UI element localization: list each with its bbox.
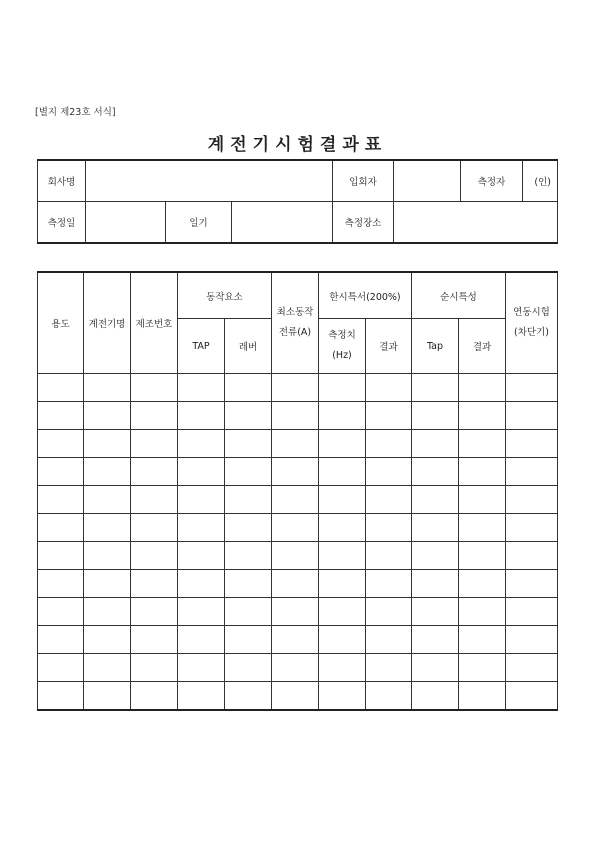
table-cell[interactable] [459, 458, 506, 486]
date-label: 측정일 [38, 202, 86, 244]
table-cell[interactable] [319, 402, 366, 430]
table-row [38, 514, 558, 542]
header-time-characteristic: 한시특서(200%) [319, 272, 412, 319]
table-cell[interactable] [272, 486, 319, 514]
table-cell[interactable] [459, 374, 506, 402]
weather-field[interactable] [232, 202, 333, 244]
table-cell[interactable] [225, 402, 272, 430]
table-cell[interactable] [412, 542, 459, 570]
table-cell[interactable] [412, 430, 459, 458]
table-cell[interactable] [131, 458, 178, 486]
table-cell[interactable] [506, 374, 558, 402]
table-cell[interactable] [459, 486, 506, 514]
table-cell[interactable] [131, 654, 178, 682]
table-cell[interactable] [412, 486, 459, 514]
table-cell[interactable] [459, 682, 506, 711]
table-cell[interactable] [84, 682, 131, 711]
place-label: 측정장소 [333, 202, 394, 244]
table-cell[interactable] [225, 486, 272, 514]
table-cell[interactable] [84, 402, 131, 430]
table-cell[interactable] [272, 598, 319, 626]
weather-label: 일기 [166, 202, 232, 244]
table-cell[interactable] [84, 570, 131, 598]
table-cell[interactable] [506, 402, 558, 430]
header-result-inst: 결과 [459, 319, 506, 374]
header-operating-element: 동작요소 [178, 272, 272, 319]
table-cell[interactable] [412, 626, 459, 654]
table-cell[interactable] [178, 486, 225, 514]
table-cell[interactable] [412, 458, 459, 486]
table-cell[interactable] [131, 598, 178, 626]
data-rows [38, 374, 558, 711]
table-cell[interactable] [38, 514, 84, 542]
table-cell[interactable] [366, 430, 412, 458]
table-cell[interactable] [459, 626, 506, 654]
table-cell[interactable] [178, 430, 225, 458]
header-measured [319, 319, 366, 374]
table-cell[interactable] [225, 626, 272, 654]
header-relay-type: 계전기명 [84, 272, 131, 374]
info-table [37, 159, 558, 244]
measured-line2: (Hz) [332, 350, 352, 361]
table-cell[interactable] [84, 654, 131, 682]
measured-line1: 측정치 [328, 330, 356, 341]
table-cell[interactable] [506, 598, 558, 626]
table-cell[interactable] [319, 598, 366, 626]
table-cell[interactable] [178, 654, 225, 682]
table-cell[interactable] [38, 374, 84, 402]
table-cell[interactable] [272, 374, 319, 402]
table-cell[interactable] [225, 598, 272, 626]
table-cell[interactable] [272, 542, 319, 570]
table-cell[interactable] [131, 374, 178, 402]
table-cell[interactable] [131, 570, 178, 598]
table-cell[interactable] [178, 374, 225, 402]
results-table [37, 271, 558, 711]
table-cell[interactable] [459, 654, 506, 682]
inspector-label: 측정자 [461, 160, 523, 202]
table-cell[interactable] [38, 430, 84, 458]
table-cell[interactable] [178, 542, 225, 570]
table-cell[interactable] [272, 514, 319, 542]
table-cell[interactable] [178, 514, 225, 542]
table-cell[interactable] [131, 486, 178, 514]
table-cell[interactable] [366, 654, 412, 682]
table-cell[interactable] [38, 542, 84, 570]
table-cell[interactable] [412, 402, 459, 430]
header-interlock-test [506, 272, 558, 374]
table-row [38, 402, 558, 430]
table-cell[interactable] [506, 626, 558, 654]
table-cell[interactable] [412, 682, 459, 711]
table-cell[interactable] [366, 570, 412, 598]
page-title: 계전기시험결과표 [207, 135, 388, 155]
table-cell[interactable] [272, 682, 319, 711]
table-cell[interactable] [272, 626, 319, 654]
table-row [38, 486, 558, 514]
table-cell[interactable] [178, 570, 225, 598]
table-cell[interactable] [506, 682, 558, 711]
table-cell[interactable] [84, 598, 131, 626]
table-cell[interactable] [459, 514, 506, 542]
table-cell[interactable] [412, 654, 459, 682]
table-cell[interactable] [459, 598, 506, 626]
table-cell[interactable] [38, 486, 84, 514]
table-cell[interactable] [366, 626, 412, 654]
table-cell[interactable] [131, 682, 178, 711]
table-cell[interactable] [319, 654, 366, 682]
table-cell[interactable] [506, 430, 558, 458]
table-cell[interactable] [412, 570, 459, 598]
table-cell[interactable] [366, 374, 412, 402]
table-cell[interactable] [225, 458, 272, 486]
table-cell[interactable] [319, 486, 366, 514]
min-current-line2: 전류(A) [278, 327, 312, 338]
table-cell[interactable] [225, 682, 272, 711]
header-serial-no: 제조번호 [131, 272, 178, 374]
table-cell[interactable] [459, 542, 506, 570]
table-cell[interactable] [506, 654, 558, 682]
table-cell[interactable] [506, 514, 558, 542]
table-cell[interactable] [272, 654, 319, 682]
table-cell[interactable] [225, 374, 272, 402]
table-cell[interactable] [412, 598, 459, 626]
interlock-line2: (차단기) [514, 327, 549, 338]
table-cell[interactable] [178, 682, 225, 711]
table-cell[interactable] [225, 514, 272, 542]
table-row [38, 654, 558, 682]
table-cell[interactable] [131, 402, 178, 430]
table-cell[interactable] [131, 514, 178, 542]
header-lever: 레버 [225, 319, 272, 374]
table-cell[interactable] [506, 570, 558, 598]
table-cell[interactable] [319, 514, 366, 542]
table-cell[interactable] [459, 430, 506, 458]
header-result-time: 결과 [366, 319, 412, 374]
table-cell[interactable] [319, 374, 366, 402]
table-cell[interactable] [366, 682, 412, 711]
table-row [38, 682, 558, 711]
table-row [38, 430, 558, 458]
table-cell[interactable] [84, 374, 131, 402]
table-cell[interactable] [225, 654, 272, 682]
table-row [38, 374, 558, 402]
table-cell[interactable] [84, 626, 131, 654]
table-cell[interactable] [366, 598, 412, 626]
table-cell[interactable] [319, 430, 366, 458]
table-row [38, 458, 558, 486]
header-instantaneous-characteristic: 순시특성 [412, 272, 506, 319]
table-cell[interactable] [319, 542, 366, 570]
header-min-current [272, 272, 319, 374]
table-cell[interactable] [319, 570, 366, 598]
table-cell[interactable] [38, 570, 84, 598]
table-cell[interactable] [412, 514, 459, 542]
table-cell[interactable] [366, 542, 412, 570]
interlock-line1: 연동시험 [513, 307, 550, 318]
table-cell[interactable] [272, 430, 319, 458]
table-cell[interactable] [225, 542, 272, 570]
company-field[interactable] [86, 160, 333, 202]
table-cell[interactable] [272, 458, 319, 486]
table-row [38, 570, 558, 598]
table-cell[interactable] [178, 626, 225, 654]
header-usage: 용도 [38, 272, 84, 374]
table-cell[interactable] [459, 570, 506, 598]
table-cell[interactable] [225, 430, 272, 458]
table-cell[interactable] [506, 458, 558, 486]
witness-field[interactable] [394, 160, 461, 202]
table-cell[interactable] [178, 598, 225, 626]
table-cell[interactable] [38, 402, 84, 430]
table-cell[interactable] [38, 654, 84, 682]
table-cell[interactable] [272, 570, 319, 598]
table-cell[interactable] [38, 626, 84, 654]
table-cell[interactable] [131, 542, 178, 570]
min-current-line1: 최소동작 [276, 307, 314, 318]
place-field[interactable] [394, 202, 558, 244]
table-cell[interactable] [459, 402, 506, 430]
table-cell[interactable] [131, 626, 178, 654]
table-cell[interactable] [319, 682, 366, 711]
table-cell[interactable] [84, 458, 131, 486]
table-cell[interactable] [178, 458, 225, 486]
table-row [38, 542, 558, 570]
table-cell[interactable] [319, 458, 366, 486]
table-cell[interactable] [131, 430, 178, 458]
table-cell[interactable] [84, 542, 131, 570]
table-row [38, 598, 558, 626]
header-tap: TAP [178, 319, 225, 374]
date-field[interactable] [86, 202, 166, 244]
table-cell[interactable] [506, 486, 558, 514]
table-cell[interactable] [366, 402, 412, 430]
table-cell[interactable] [366, 458, 412, 486]
table-cell[interactable] [506, 542, 558, 570]
table-cell[interactable] [366, 486, 412, 514]
form-number-label: [별지 제23호 서식] [35, 107, 116, 118]
table-cell[interactable] [225, 570, 272, 598]
table-cell[interactable] [38, 598, 84, 626]
table-cell[interactable] [412, 374, 459, 402]
table-row [38, 626, 558, 654]
witness-label: 입회자 [333, 160, 394, 202]
header-tap-inst: Tap [412, 319, 459, 374]
table-cell[interactable] [84, 514, 131, 542]
table-cell[interactable] [178, 402, 225, 430]
table-cell[interactable] [272, 402, 319, 430]
inspector-seal[interactable]: (인) [523, 160, 558, 202]
table-cell[interactable] [38, 458, 84, 486]
table-cell[interactable] [319, 626, 366, 654]
company-label: 회사명 [38, 160, 86, 202]
table-cell[interactable] [38, 682, 84, 711]
table-cell[interactable] [84, 430, 131, 458]
table-cell[interactable] [366, 514, 412, 542]
table-cell[interactable] [84, 486, 131, 514]
